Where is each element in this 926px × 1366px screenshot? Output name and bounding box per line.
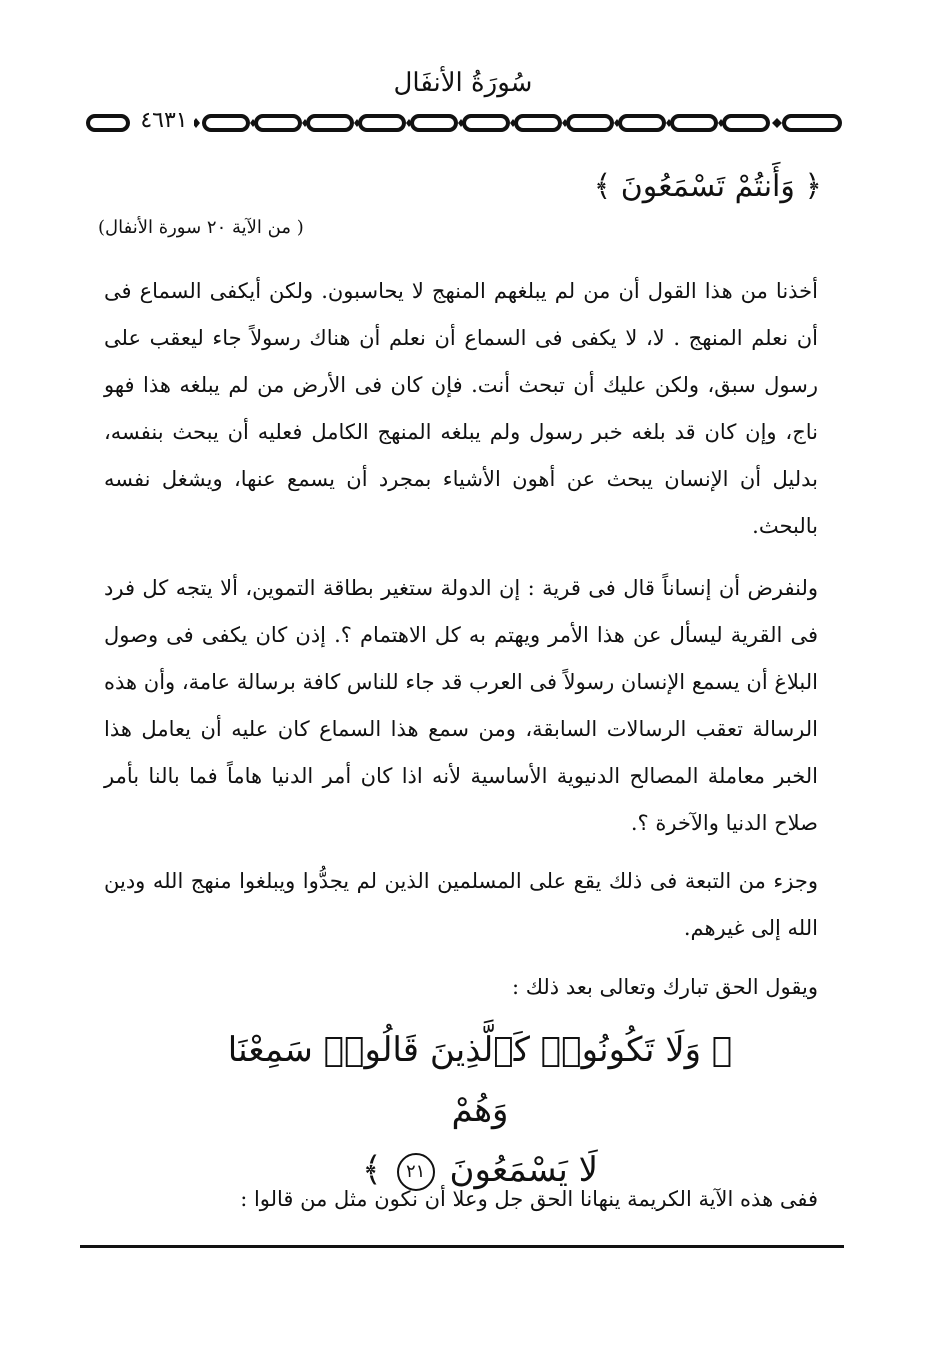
footer-rule xyxy=(80,1245,844,1248)
ayah-line-1: ﴿ وَلَا تَكُونُوا۟ كَٱلَّذِينَ قَالُوا۟ سَمِعْنَا وَهُمْ xyxy=(227,1030,733,1130)
ayah-close-bracket: ﴾ xyxy=(361,1150,382,1190)
ayah-number: ٢١ xyxy=(397,1153,435,1191)
paragraph-2: ولنفرض أن إنساناً قال فى قرية : إن الدولة ستغير بطاقة التموين، ألا يتجه كل فرد فى القرية ليسأل عن هذا الأمر ويهتم به كل الاهتمام ؟. إذن كان يكفى فى وصول البلاغ أن يسمع الإنسان رسولاً فى العرب قد جاء للناس كافة برسالة عامة، وأن هذه الرسالة تعقب الرسالات السابقة، ومن سمع هذا السماع كان عليه أن يعامل هذا الخبر معاملة المصالح الدنيوية الأساسية لأنه اذا كان أمر الدنيا هاماً فما بالنا بأمر صلاح الدنيا والآخرة ؟. xyxy=(104,576,818,835)
closing-line: ففى هذه الآية الكريمة ينهانا الحق جل وعلا أن نكون مثل من قالوا : xyxy=(240,1187,818,1211)
surah-title: سُورَةُ الأنفَال xyxy=(393,68,533,98)
paragraph-3: وجزء من التبعة فى ذلك يقع على المسلمين الذين لم يجدُّوا ويبلغوا منهج الله ودين الله إلى غيرهم. xyxy=(104,869,818,940)
paragraph-1: أخذنا من هذا القول أن من لم يبلغهم المنهج لا يحاسبون. ولكن أيكفى السماع فى أن نعلم المنهج . لا، لا يكفى فى السماع أن نعلم أن هناك رسولاً جاء ليعقب على رسول سبق، ولكن عليك أن تبحث أنت. فإن كان فى الأرض من لم يبلغه هذا فهو ناج، وإن كان قد بلغه خبر رسول ولم يبلغه المنهج الكامل فعليه أن يبحث بنفسه، بدليل أن الإنسان يبحث عن أهون الأشياء بمجرد أن يسمع عنها، ويشغل نفسه بالبحث. xyxy=(104,279,818,538)
verse-source: ( من الآية ٢٠ سورة الأنفال) xyxy=(98,217,304,238)
header-ornament-rule xyxy=(84,108,846,138)
quran-ayah xyxy=(200,1020,760,1200)
ayah-line-2-text: لَا يَسْمَعُونَ xyxy=(449,1150,599,1190)
page-number: ٤٦٣١ xyxy=(134,106,194,136)
verse-quote: ﴿ وَأَنتُمْ تَسْمَعُونَ ﴾ xyxy=(593,169,822,204)
paragraph-4: ويقول الحق تبارك وتعالى بعد ذلك : xyxy=(511,975,818,999)
